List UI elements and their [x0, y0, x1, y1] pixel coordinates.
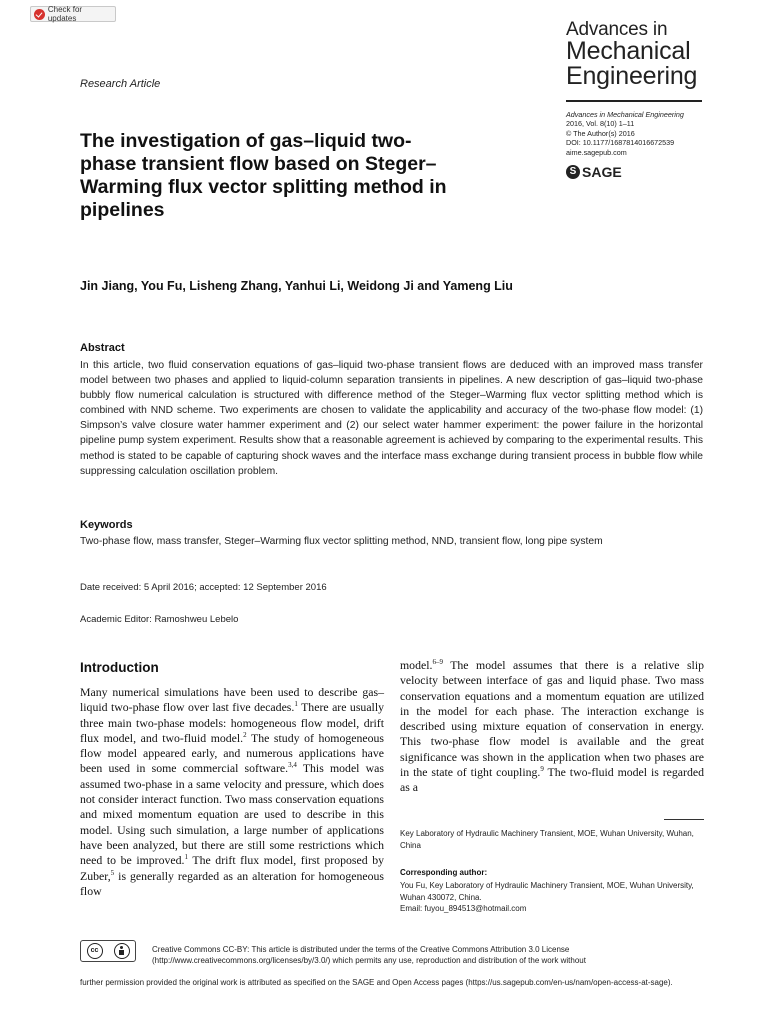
- license-text-continued: further permission provided the original work is attributed as specified on the SAGE and Open Access pages (https://us.sagepub.com/en-us/nam/open-access-at-sage).: [80, 978, 673, 987]
- citation[interactable]: 5: [110, 868, 115, 877]
- authors: Jin Jiang, You Fu, Lisheng Zhang, Yanhui Li, Weidong Ji and Yameng Liu: [80, 279, 513, 293]
- meta-doi[interactable]: DOI: 10.1177/1687814016672539: [566, 138, 675, 148]
- meta-journal-name: Advances in Mechanical Engineering: [566, 110, 684, 119]
- meta-url[interactable]: aime.sagepub.com: [566, 147, 627, 157]
- citation[interactable]: 9: [540, 765, 544, 774]
- academic-editor: Academic Editor: Ramoshweu Lebelo: [80, 614, 239, 625]
- intro-text: There are usually three main two-phase models: homogeneous flow model, drift flux model, and two-fluid model.: [80, 700, 385, 745]
- journal-logo: [566, 20, 697, 89]
- header-rule: [566, 100, 702, 102]
- citation[interactable]: 1: [294, 700, 298, 709]
- intro-left-column: [80, 685, 384, 899]
- intro-text: This model was assumed two-phase in a same velocity and pressure, which does not consider interact function. Two mass conservation equations and mixed momentum equation are used to describe in this model. Using such simulation, a large number of applications have been analyzed, but there are still some restrictions which need to be improved.: [80, 761, 384, 868]
- citation[interactable]: 2: [243, 730, 247, 739]
- intro-text: The two-fluid model is regarded as a: [400, 765, 704, 795]
- corresponding-author-email[interactable]: Email: fuyou_894513@hotmail.com: [400, 904, 527, 913]
- check-for-updates-label: Check for updates: [47, 5, 83, 23]
- intro-text: is generally regarded as an alteration for homogeneous flow: [80, 868, 384, 898]
- footnote-rule: [664, 819, 704, 820]
- corresponding-author-text: You Fu, Key Laboratory of Hydraulic Machinery Transient, MOE, Wuhan University, Wuhan 430072, China.: [400, 881, 694, 902]
- dates: Date received: 5 April 2016; accepted: 12 September 2016: [80, 582, 327, 593]
- meta-copyright: © The Author(s) 2016: [566, 128, 635, 138]
- check-icon: [34, 9, 45, 20]
- keywords-text: Two-phase flow, mass transfer, Steger–Warming flux vector splitting method, NND, transient flow, long pipe system: [80, 536, 603, 547]
- intro-text: The model assumes that there is a relative slip velocity between interface of gas and liquid phase. Two mass conservation equations and a momentum equation are utilized in the model for each phase. The interaction exchange is described using mixture equation of conservation in energy. This two-phase flow model is available and the great significance was shown in the application when two phases are in the state of tight coupling.: [400, 658, 704, 780]
- sage-s-icon: S: [566, 165, 580, 179]
- abstract-heading: Abstract: [80, 342, 125, 354]
- intro-right-column: [400, 658, 704, 796]
- citation[interactable]: 3,4: [288, 761, 297, 770]
- intro-heading: Introduction: [80, 660, 159, 675]
- by-person-icon: [114, 943, 130, 959]
- corresponding-author: [400, 880, 700, 915]
- citation[interactable]: 6–9: [432, 658, 443, 667]
- journal-meta: [566, 110, 684, 157]
- journal-logo-line3: Engineering: [566, 62, 698, 90]
- corresponding-author-heading: Corresponding author:: [400, 868, 488, 877]
- intro-text: The drift flux model, first proposed by Zuber,: [80, 853, 384, 883]
- intro-text: Many numerical simulations have been used to describe gas–liquid two-phase flow over last five decades.: [80, 685, 384, 715]
- sage-logo: [566, 164, 622, 180]
- cc-by-badge[interactable]: [80, 940, 136, 962]
- abstract-text: In this article, two fluid conservation equations of gas–liquid two-phase transient flows are deduced with an improved mass transfer model between two phases and applied to liquid-column separation transients in pipelines. A new description of gas–liquid two-phase bubbly flow numerical calculation is structured with difference method of the Steger–Warming flux vector splitting method which is combined with NND scheme. Two experiments are chosen to validate the applicability and accuracy of the two-phase flow model: (1) Simpson’s valve closure water hammer experiment and (2) our select water hammer experiment: the power failure in the horizontal pipeline pump system experiment. Results show that a reasonable agreement is achieved by comparing to the experimental results. This method is stated to be capable of capturing shock waves and the interface mass exchange during transient process in bubble flow while suppressing calculation oscillation problem.: [80, 360, 703, 477]
- keywords-heading: Keywords: [80, 519, 133, 531]
- intro-text: The study of homogeneous flow model appeared early, and numerous applications have been used in some commercial software.: [80, 730, 385, 776]
- meta-issue: 2016, Vol. 8(10) 1–11: [566, 119, 635, 129]
- article-type: Research Article: [80, 78, 161, 90]
- journal-logo-line2: Mechanical: [566, 37, 691, 65]
- cc-icon: cc: [87, 943, 103, 959]
- journal-logo-line1: Advances in: [566, 19, 668, 40]
- license-text: Creative Commons CC-BY: This article is distributed under the terms of the Creative Commons Attribution 3.0 License (http://www.creativecommons.org/licenses/by/3.0/) which permits any use, reproduction and distribution of the work without: [152, 945, 586, 965]
- affiliation: Key Laboratory of Hydraulic Machinery Transient, MOE, Wuhan University, Wuhan, China: [400, 829, 694, 850]
- citation[interactable]: 1: [184, 853, 188, 862]
- sage-logo-text: SAGE: [582, 164, 622, 180]
- paper-title: The investigation of gas–liquid two-phase transient flow based on Steger–Warming flux vector splitting method in pipelines: [80, 130, 447, 221]
- check-for-updates-button[interactable]: [30, 6, 116, 22]
- intro-text: model.: [400, 658, 433, 672]
